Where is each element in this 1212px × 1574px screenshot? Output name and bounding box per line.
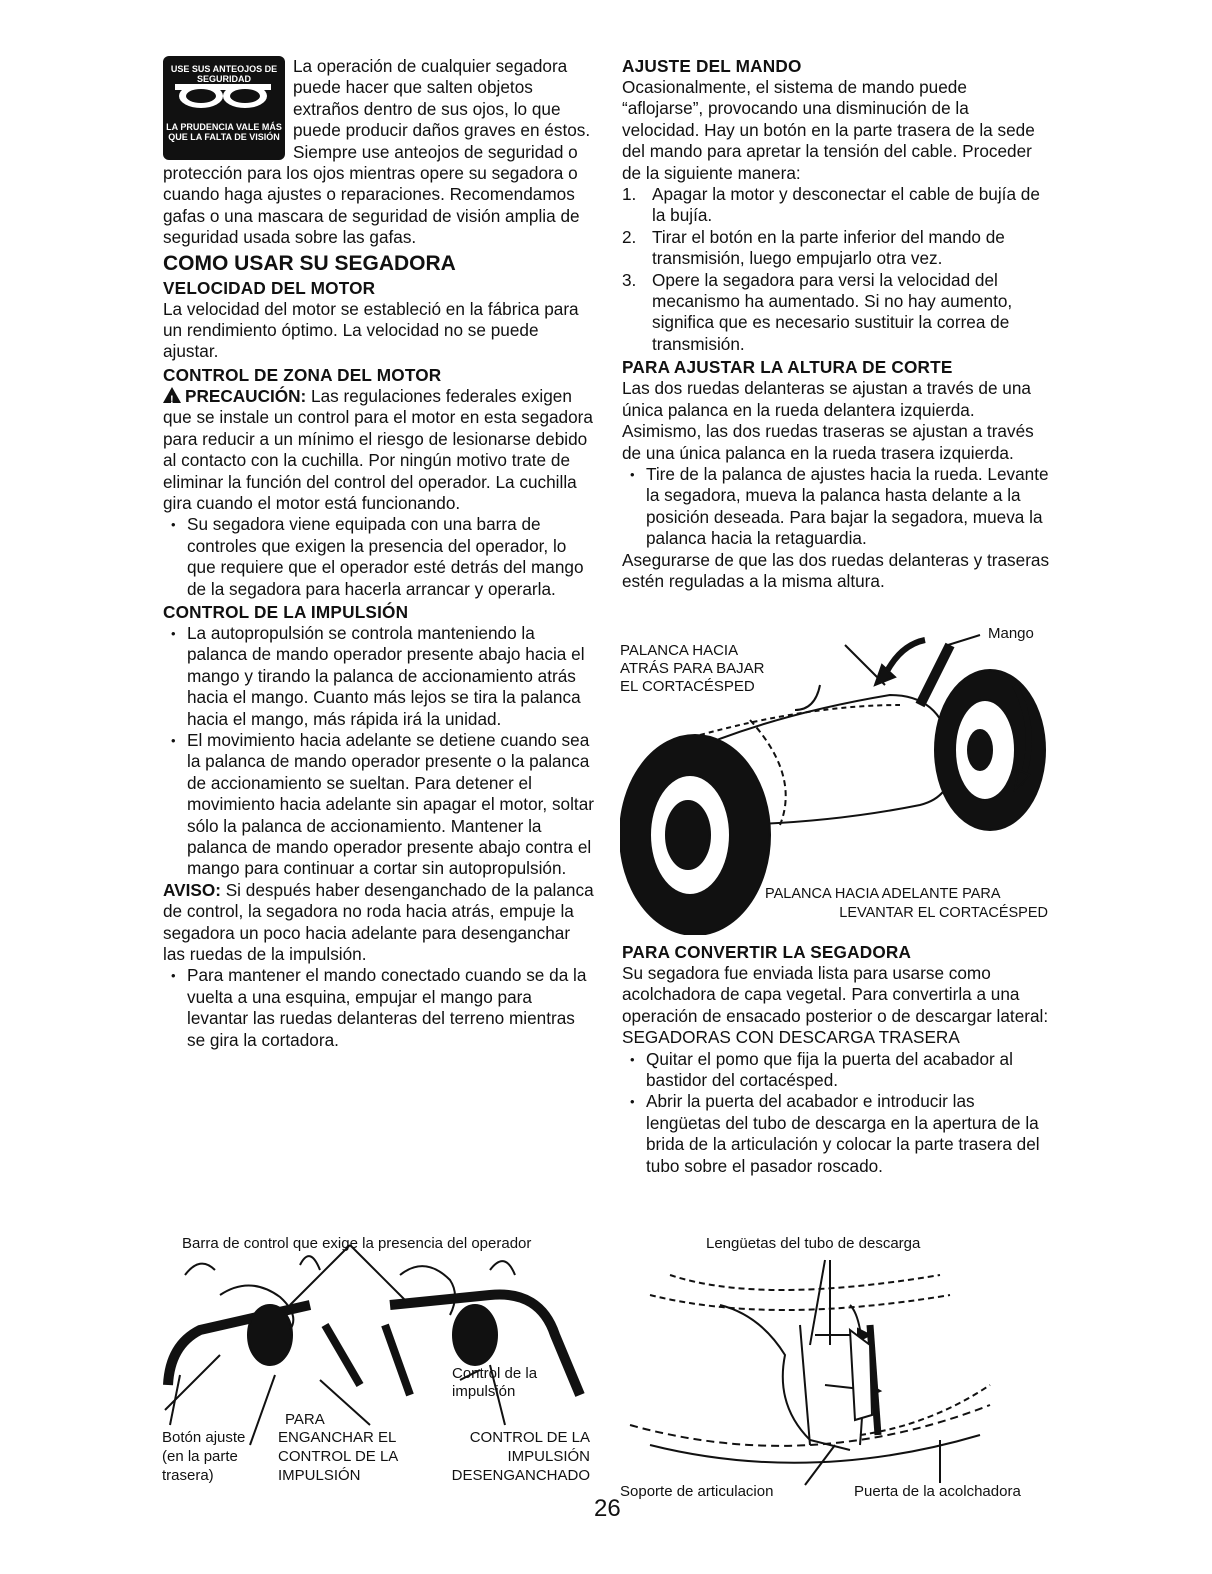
caption-para: PARA xyxy=(285,1411,325,1428)
caption-mango: Mango xyxy=(988,625,1034,642)
caption-control-impulsion: Control de la impulsión xyxy=(452,1365,538,1400)
bullet-altura: • Tire de la palanca de ajustes hacia la rueda. Levante la segadora, mueva la palanca hasta delante a la posición deseada. Para bajar la segadora, mueva la palanca hacia la retaguardia. xyxy=(622,464,1050,550)
bullet-convertir-1: • Quitar el pomo que fija la puerta del acabador al bastidor del cortacésped. xyxy=(622,1049,1050,1092)
step-1: 1. Apagar la motor y desconectar el cable de bujía de la bujía. xyxy=(622,184,1040,226)
step-2: 2. Tirar el botón en la parte inferior del mando de transmisión, luego empujarlo otra vez. xyxy=(622,226,1005,269)
right-column-lower xyxy=(622,940,1050,1177)
caption-desenganchado-3: DESENGANCHADO xyxy=(451,1467,590,1484)
precaucion-text: Las regulaciones federales exigen que se instale un control para el motor en esta segadora para reducir a un mínimo el riesgo de lesionarse debido al contacto con la cuchilla. Por ningún motivo trate de eliminar la función del control del operador. La cuchilla gira cuando el motor está funcionando. xyxy=(163,385,593,513)
intro-paragraph: La operación de cualquier segadora puede hacer que salten objetos extraños dentro de sus ojos, lo que puede producir daños graves en éstos. Siempre use anteojos de seguridad o protección para los ojos mientras opere su segadora o cuando haga ajustes o reparaciones. Recomendamos gafas o una mascara de seguridad de visión amplia de seguridad usada sobre las gafas. xyxy=(163,56,591,248)
paragraph-convertir: Su segadora fue enviada lista para usarse como acolchadora de capa vegetal. Para convertirla a una operación de ensacado posterior o de descargar lateral: xyxy=(622,963,1049,1026)
bullet-convertir-2: • Abrir la puerta del acabador e introducir las lengüetas del tubo de descarga en la apertura de la brida de la articulación y colocar la parte trasera del tubo sobre el pasador roscado. xyxy=(622,1091,1050,1177)
bullet-zona: • Su segadora viene equipada con una barra de controles que exigen la presencia del operador, lo que requiere que el operador esté detrás del mango de la segadora para hacerla arrancar y operarla. xyxy=(163,514,595,600)
aviso-paragraph xyxy=(163,880,595,966)
caption-enganchar-2: CONTROL DE LA xyxy=(278,1448,399,1465)
caption-atras-1: PALANCA HACIA xyxy=(620,642,739,659)
heading-ajuste-mando: AJUSTE DEL MANDO xyxy=(622,56,802,76)
caption-atras-3: EL CORTACÉSPED xyxy=(620,678,755,695)
caption-atras-2: ATRÁS PARA BAJAR xyxy=(620,660,765,677)
page-number: 26 xyxy=(594,1495,621,1522)
paragraph-altura-2: Asegurarse de que las dos ruedas delanteras y traseras estén reguladas a la misma altura. xyxy=(622,549,1050,591)
subheading-descarga-trasera: SEGADORAS CON DESCARGA TRASERA xyxy=(622,1027,960,1048)
right-column xyxy=(622,56,1050,592)
caption-adelante-2: LEVANTAR EL CORTACÉSPED xyxy=(839,905,1048,921)
caption-enganchar-3: IMPULSIÓN xyxy=(278,1467,361,1484)
step-3: 3. Opere la segadora para versi la velocidad del mecanismo ha aumentado. Si no hay aumento, significa que es necesario sustituir la correa de transmisión. xyxy=(622,269,1013,354)
caption-desenganchado-2: IMPULSIÓN xyxy=(507,1448,590,1465)
heading-velocidad: VELOCIDAD DEL MOTOR xyxy=(163,277,376,298)
chute-illustration xyxy=(610,1235,1060,1500)
caption-desenganchado-1: CONTROL DE LA xyxy=(469,1429,590,1446)
figure-discharge-chute xyxy=(610,1235,1060,1500)
aviso-label: AVISO: xyxy=(163,879,221,900)
safety-goggles-badge xyxy=(163,56,285,160)
badge-bottom-text: LA PRUDENCIA VALE MÁS QUE LA FALTA DE VISIÓN xyxy=(166,122,282,142)
heading-como-usar: COMO USAR SU SEGADORA xyxy=(163,251,456,275)
heading-altura: PARA AJUSTAR LA ALTURA DE CORTE xyxy=(622,357,953,378)
caption-adelante-1: PALANCA HACIA ADELANTE PARA xyxy=(765,886,1001,902)
caption-lenguetas: Lengüetas del tubo de descarga xyxy=(706,1235,921,1252)
heading-control-impulsion: CONTROL DE LA IMPULSIÓN xyxy=(163,601,409,622)
precaucion-label: PRECAUCIÓN: xyxy=(185,385,307,406)
bullet-impulsion-2: • El movimiento hacia adelante se detiene cuando sea la palanca de mando operador presente o la palanca de accionamiento se sueltan. Para detener el movimiento hacia adelante sin apagar el motor, soltar sólo la palanca de accionamiento. Mantener la palanca de mando operador presente abajo contra el mango para continuar a cortar sin autopropulsión. xyxy=(163,730,595,880)
badge-top-text: USE SUS ANTEOJOS DE SEGURIDAD xyxy=(170,64,278,84)
left-column xyxy=(163,56,595,1051)
caption-barra-control: Barra de control que exige la presencia del operador xyxy=(182,1235,532,1252)
bullet-impulsion-1: • La autopropulsión se controla manteniendo la palanca de mando operador presente abajo hacia el mango y tirando la palanca de accionamiento atrás hacia el mango. Cuanto más lejos se tira la palanca hacia el mango, más rápida irá la unidad. xyxy=(163,623,595,730)
caption-boton-3: trasera) xyxy=(162,1467,214,1484)
paragraph-mando: Ocasionalmente, el sistema de mando puede “aflojarse”, provocando una disminución de la velocidad. Hay un botón en la parte trasera de la sede del mando para apretar la tensión del cable. Proceder de la siguiente manera: xyxy=(622,77,1035,183)
paragraph-altura: Las dos ruedas delanteras se ajustan a través de una única palanca en la rueda delantera izquierda. Asimismo, las dos ruedas traseras se ajustan a través de una única palanca en la rueda trasera izquierda. xyxy=(622,378,1034,463)
aviso-text: Si después haber desenganchado de la palanca de control, la segadora no roda hacia atrás, empuje la segadora un poco hacia adelante para desenganchar las ruedas de la impulsión. xyxy=(163,879,594,965)
goggles-icon xyxy=(173,76,273,110)
caption-boton-1: Botón ajuste xyxy=(162,1429,246,1446)
figure-wheel-height xyxy=(620,625,1060,935)
caption-soporte: Soporte de articulacion xyxy=(620,1483,774,1500)
caption-boton-2: (en la parte xyxy=(162,1448,238,1465)
figure-control-bar xyxy=(160,1235,600,1485)
bullet-impulsion-3: • Para mantener el mando conectado cuando se da la vuelta a una esquina, empujar el mango para levantar las ruedas delanteras del terreno mientras se gira la cortadora. xyxy=(163,965,595,1051)
warning-icon: ! xyxy=(163,387,181,403)
caption-enganchar-1: ENGANCHAR EL xyxy=(278,1429,397,1446)
precaucion-paragraph xyxy=(163,386,595,514)
heading-control-zona: CONTROL DE ZONA DEL MOTOR xyxy=(163,364,442,385)
paragraph-velocidad: La velocidad del motor se estableció en la fábrica para un rendimiento óptimo. La velocidad no se puede ajustar. xyxy=(163,298,579,362)
caption-puerta: Puerta de la acolchadora xyxy=(854,1483,1021,1500)
heading-convertir: PARA CONVERTIR LA SEGADORA xyxy=(622,942,912,962)
